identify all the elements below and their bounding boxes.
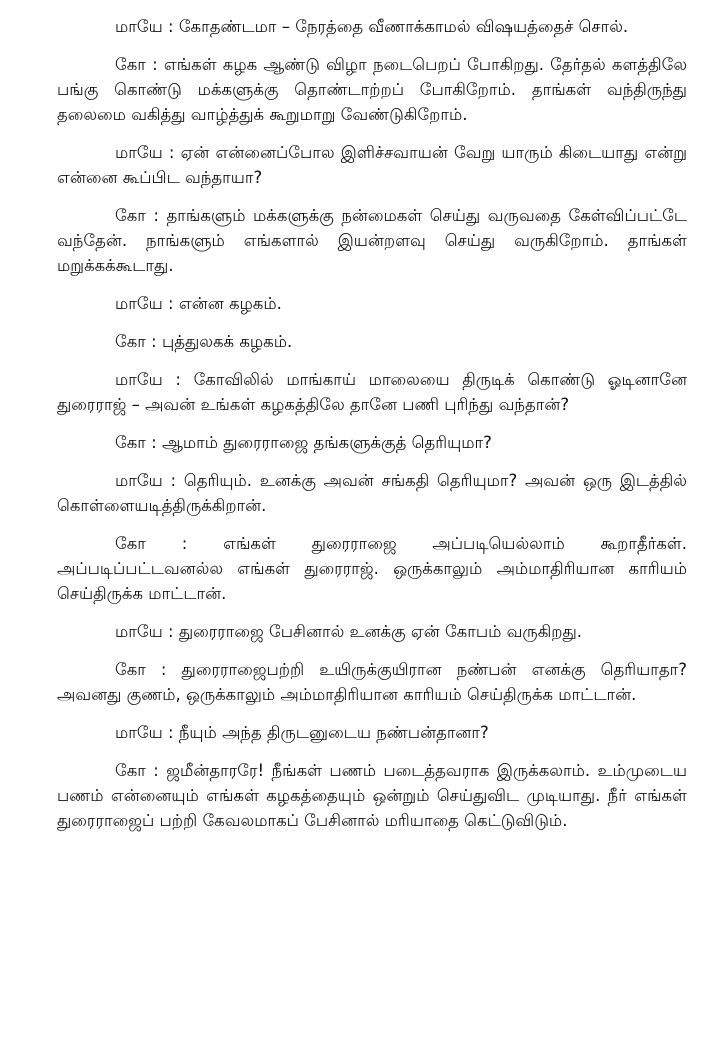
speaker-label: மாயே : bbox=[115, 294, 174, 313]
speaker-label: மாயே : bbox=[115, 143, 175, 162]
speaker-label: கோ : bbox=[115, 332, 157, 351]
dialogue-text: கோதண்டமா – நேரத்தை வீணாக்காமல் விஷயத்தைச் சொல். bbox=[178, 17, 629, 36]
dialogue-paragraph bbox=[57, 720, 687, 745]
dialogue-paragraph bbox=[57, 291, 687, 316]
dialogue-paragraph bbox=[57, 531, 687, 606]
dialogue-paragraph bbox=[57, 140, 687, 190]
dialogue-paragraph bbox=[57, 367, 687, 417]
dialogue-paragraph bbox=[57, 14, 687, 39]
dialogue-text: எங்கள் துரைராஜை அப்படியெல்லாம் கூறாதீர்கள். அப்படிப்பட்டவனல்ல எங்கள் துரைராஜ். ஒருக்காலும் அம்மாதிரியான காரியம் செய்திருக்க மாட்டான். bbox=[57, 534, 687, 603]
dialogue-text: எங்கள் கழக ஆண்டு விழா நடைபெறப் போகிறது. தேர்தல் களத்திலே பங்கு கொண்டு மக்களுக்கு தொண்டாற்றப் போகிறோம். தாங்கள் வந்திருந்து தலைமை வகித்து வாழ்த்துக் கூறுமாறு வேண்டுகிறோம். bbox=[57, 55, 688, 124]
dialogue-text: ஜமீன்தாரரே! நீங்கள் பணம் படைத்தவராக இருக்கலாம். உம்முடைய பணம் என்னையும் எங்கள் கழகத்தையும் ஒன்றும் செய்துவிட முடியாது. நீர் எங்கள் துரைராஜைப் பற்றி கேவலமாகப் பேசினால் மரியாதை கெட்டுவிடும். bbox=[57, 761, 687, 830]
dialogue-text: புத்துலகக் கழகம். bbox=[161, 332, 293, 351]
speaker-label: மாயே : bbox=[115, 370, 181, 389]
dialogue-text: கோவிலில் மாங்காய் மாலையை திருடிக் கொண்டு ஓடினானே துரைராஜ் – அவன் உங்கள் கழகத்திலே தானே பணி புரிந்து வந்தான்? bbox=[57, 370, 687, 414]
speaker-label: மாயே : bbox=[115, 471, 177, 490]
dialogue-text: ஏன் என்னைப்போல இளிச்சவாயன் வேறு யாரும் கிடையாது என்று என்னை கூப்பிட வந்தாயா? bbox=[57, 143, 687, 187]
speaker-label: மாயே : bbox=[115, 17, 174, 36]
speaker-label: கோ : bbox=[115, 534, 188, 553]
dialogue-text: தெரியும். உனக்கு அவன் சங்கதி தெரியுமா? அவன் ஒரு இடத்தில் கொள்ளையடித்திருக்கிறான். bbox=[57, 471, 687, 515]
dialogue-text: துரைராஜை பேசினால் உனக்கு ஏன் கோபம் வருகிறது. bbox=[178, 622, 583, 641]
dialogue-paragraph bbox=[57, 329, 687, 354]
speaker-label: மாயே : bbox=[115, 723, 174, 742]
dialogue-paragraph bbox=[57, 657, 687, 707]
dialogue-paragraph bbox=[57, 52, 687, 127]
speaker-label: கோ : bbox=[115, 761, 159, 780]
dialogue-text: தாங்களும் மக்களுக்கு நன்மைகள் செய்து வருவதை கேள்விப்பட்டே வந்தேன். நாங்களும் எங்களால் இயன்றளவு செய்து வருகிறோம். தாங்கள் மறுக்கக்கூடாது. bbox=[57, 206, 687, 275]
dialogue-text: என்ன கழகம். bbox=[178, 294, 282, 313]
speaker-label: கோ : bbox=[115, 660, 167, 679]
dialogue-paragraph bbox=[57, 758, 687, 833]
speaker-label: கோ : bbox=[115, 206, 159, 225]
dialogue-paragraph bbox=[57, 468, 687, 518]
dialogue-paragraph bbox=[57, 619, 687, 644]
dialogue-text: ஆமாம் துரைராஜை தங்களுக்குத் தெரியுமா? bbox=[161, 433, 492, 452]
dialogue-text: துரைராஜைபற்றி உயிருக்குயிரான நண்பன் எனக்கு தெரியாதா? அவனது குணம், ஒருக்காலும் அம்மாதிரியான காரியம் செய்திருக்க மாட்டான். bbox=[57, 660, 687, 704]
speaker-label: மாயே : bbox=[115, 622, 174, 641]
speaker-label: கோ : bbox=[115, 55, 158, 74]
dialogue-paragraph bbox=[57, 430, 687, 455]
speaker-label: கோ : bbox=[115, 433, 157, 452]
dialogue-paragraph bbox=[57, 203, 687, 278]
dialogue-text: நீயும் அந்த திருடனுடைய நண்பன்தானா? bbox=[178, 723, 489, 742]
